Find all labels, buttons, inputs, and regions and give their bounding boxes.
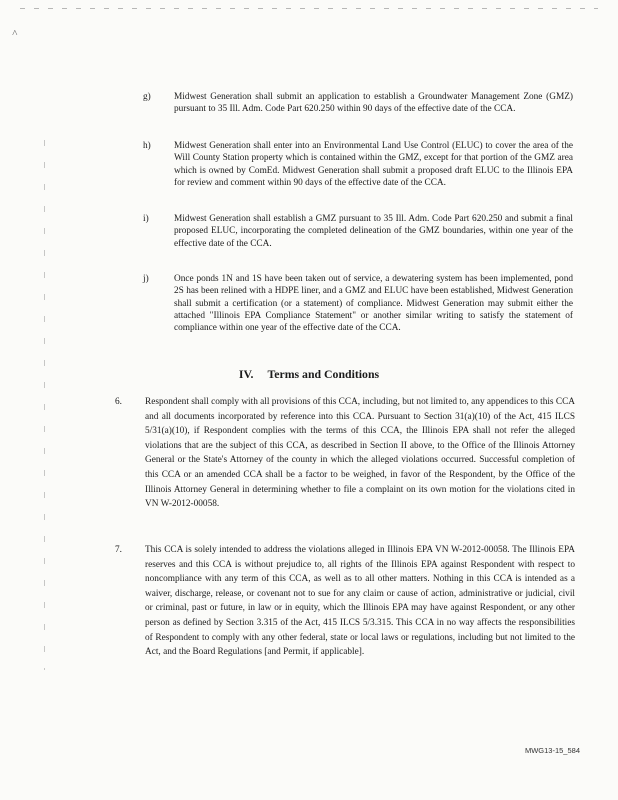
list-item-label: h) <box>143 141 151 151</box>
paragraph-text: This CCA is solely intended to address the violations alleged in Illinois EPA VN W-2012-00058. The Illinois EPA reserves and this CCA is without prejudice to, all rights of the Illinois EPA against Respondent with respect to noncompliance with any term of this CCA, as well as to all other matters. Nothing in this CCA is intended as a waiver, discharge, release, or covenant not to sue for any claim or cause of action, administrative or judicial, civil or criminal, past or future, in law or in equity, which the Illinois EPA may have against Respondent, or any other person as defined by Section 3.315 of the Act, 415 ILCS 5/3.315. This CCA in no way affects the responsibilities of Respondent to comply with any other federal, state or local laws or regulations, including but not limited to the Act, and the Board Regulations [and Permit, if applicable]. <box>145 545 575 658</box>
paragraph-6 <box>115 395 575 512</box>
list-item-text: Midwest Generation shall submit an application to establish a Groundwater Management Zone (GMZ) pursuant to 35 Ill. Adm. Code Part 620.250 within 90 days of the effective date of the CCA. <box>174 92 573 115</box>
list-item-text: Midwest Generation shall establish a GMZ pursuant to 35 Ill. Adm. Code Part 620.250 and submit a final proposed ELUC, incorporating the completed delineation of the GMZ boundaries, within one year of the effective date of the CCA. <box>174 214 573 249</box>
list-item-label: j) <box>143 274 149 284</box>
section-number: IV. <box>238 367 254 381</box>
scan-mark-icon: ˄ <box>12 28 18 39</box>
paragraph-number: 6. <box>115 397 122 407</box>
list-item-j <box>143 273 573 334</box>
scan-artifact-top <box>20 8 598 9</box>
list-item-label: i) <box>143 214 149 224</box>
list-item-i <box>143 213 573 250</box>
paragraph-7 <box>115 543 575 660</box>
list-item-text: Midwest Generation shall enter into an Environmental Land Use Control (ELUC) to cover the area of the Will County Station property which is contained within the GMZ, except for that portion of the GMZ area which is owned by ComEd. Midwest Generation shall submit a proposed draft ELUC to the Illinois EPA for review and comment within 90 days of the effective date of the CCA. <box>174 141 573 188</box>
bates-number: MWG13-15_584 <box>524 746 580 755</box>
section-title: Terms and Conditions <box>267 367 380 381</box>
list-item-label: g) <box>143 92 151 102</box>
section-heading <box>0 367 618 382</box>
list-item-g <box>143 91 573 116</box>
list-item-h <box>143 140 573 189</box>
scan-artifact-left <box>44 140 45 670</box>
paragraph-text: Respondent shall comply with all provisions of this CCA, including, but not limited to, any appendices to this CCA and all documents incorporated by reference into this CCA. Pursuant to Section 31(a)(10) of the Act, 415 ILCS 5/31(a)(10), if Respondent complies with the terms of this CCA, the Illinois EPA shall not refer the alleged violations that are the subject of this CCA, as described in Section II above, to the Office of the Illinois Attorney General or the State's Attorney of the county in which the alleged violations occurred. Successful completion of this CCA or an amended CCA shall be a factor to be weighed, in favor of the Respondent, by the Office of the Illinois Attorney General in determining whether to file a complaint on its own motion for the violations cited in VN W-2012-00058. <box>145 397 575 510</box>
paragraph-number: 7. <box>115 545 122 555</box>
list-item-text: Once ponds 1N and 1S have been taken out of service, a dewatering system has been implemented, pond 2S has been relined with a HDPE liner, and a GMZ and ELUC have been established, Midwest Generation shall submit a certification (or a statement) of compliance. Midwest Generation may submit either the attached "Illinois EPA Compliance Statement" or another similar writing to satisfy the statement of compliance within one year of the effective date of the CCA. <box>174 274 573 334</box>
